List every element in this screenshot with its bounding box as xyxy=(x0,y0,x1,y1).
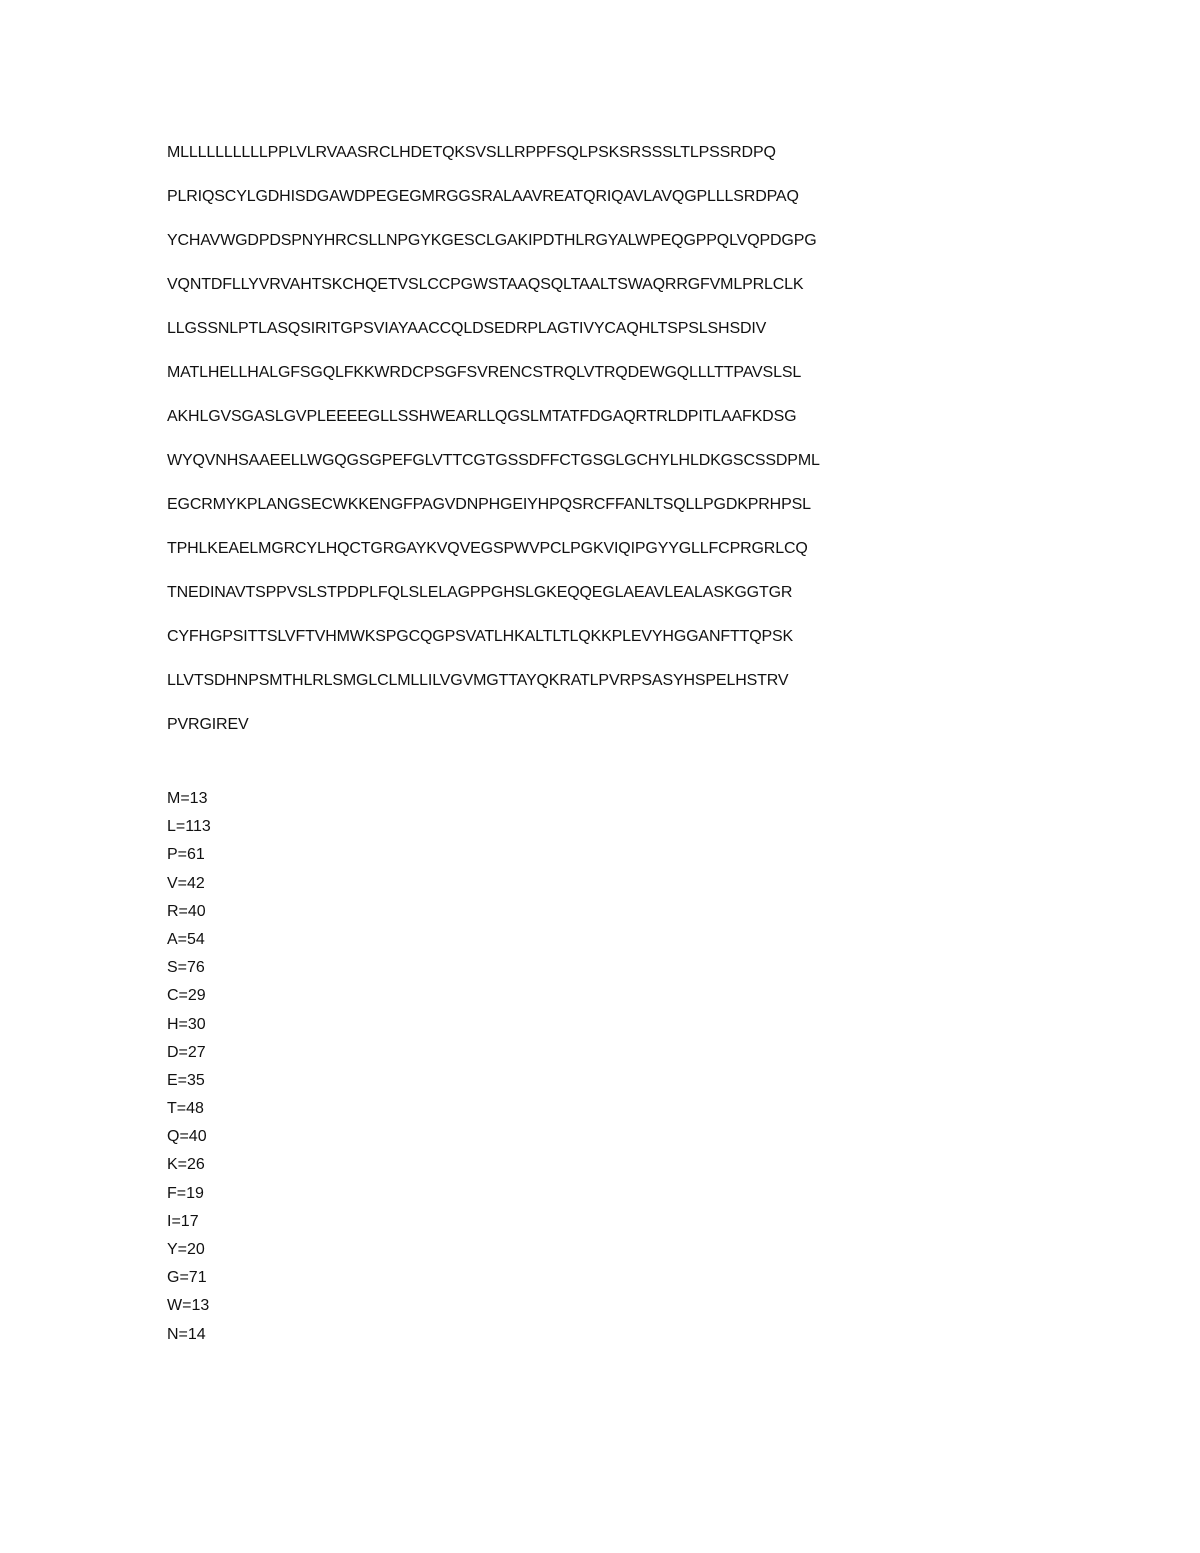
count-item: L=113 xyxy=(167,818,211,836)
count-item: R=40 xyxy=(167,902,206,920)
sequence-line: TPHLKEAELMGRCYLHQCTGRGAYKVQVEGSPWVPCLPGKVIQIPGYYGLLFCPRGRLCQ xyxy=(167,540,808,557)
count-item: T=48 xyxy=(167,1100,204,1118)
count-item: D=27 xyxy=(167,1043,206,1061)
protein-sequence-block xyxy=(167,142,1067,758)
count-item: E=35 xyxy=(167,1071,205,1089)
sequence-line: LLVTSDHNPSMTHLRLSMGLCLMLLILVGVMGTTAYQKRATLPVRPSASYHSPELHSTRV xyxy=(167,672,789,689)
count-item: W=13 xyxy=(167,1297,210,1315)
sequence-line: TNEDINAVTSPPVSLSTPDPLFQLSLELAGPPGHSLGKEQQEGLAEAVLEALASKGGTGR xyxy=(167,584,793,601)
sequence-line: MATLHELLHALGFSGQLFKKWRDCPSGFSVRENCSTRQLVTRQDEWGQLLLTTPAVSLSL xyxy=(167,364,802,381)
sequence-line: WYQVNHSAAEELLWGQGSGPEFGLVTTCGTGSSDFFCTGSGLGCHYLHLDKGSCSSDPML xyxy=(167,452,820,469)
count-item: K=26 xyxy=(167,1156,205,1174)
count-item: F=19 xyxy=(167,1184,204,1202)
count-item: G=71 xyxy=(167,1269,207,1287)
amino-acid-counts xyxy=(167,788,467,1352)
count-item: S=76 xyxy=(167,959,205,977)
count-item: V=42 xyxy=(167,874,205,892)
count-item: M=13 xyxy=(167,790,208,807)
count-item: N=14 xyxy=(167,1325,206,1343)
sequence-line: PVRGIREV xyxy=(167,716,249,733)
sequence-line: MLLLLLLLLLLPPLVLRVAASRCLHDETQKSVSLLRPPFSQLPSKSRSSSLTLPSSRDPQ xyxy=(167,144,776,161)
sequence-line: EGCRMYKPLANGSECWKKENGFPAGVDNPHGEIYHPQSRCFFANLTSQLLPGDKPRHPSL xyxy=(167,496,811,513)
sequence-line: YCHAVWGDPDSPNYHRCSLLNPGYKGESCLGAKIPDTHLRGYALWPEQGPPQLVQPDGPG xyxy=(167,232,817,249)
count-item: Q=40 xyxy=(167,1128,207,1146)
count-item: H=30 xyxy=(167,1015,206,1033)
count-item: Y=20 xyxy=(167,1241,205,1258)
sequence-line: VQNTDFLLYVRVAHTSKCHQETVSLCCPGWSTAAQSQLTAALTSWAQRRGFVMLPRLCLK xyxy=(167,276,804,293)
count-item: P=61 xyxy=(167,846,205,864)
sequence-line: LLGSSNLPTLASQSIRITGPSVIAYAACCQLDSEDRPLAGTIVYCAQHLTSPSLSHSDIV xyxy=(167,320,767,337)
sequence-line: CYFHGPSITTSLVFTVHMWKSPGCQGPSVATLHKALTLTLQKKPLEVYHGGANFTTQPSK xyxy=(167,628,794,645)
count-item: A=54 xyxy=(167,930,205,948)
count-item: I=17 xyxy=(167,1212,199,1230)
sequence-line: AKHLGVSGASLGVPLEEEEGLLSSHWEARLLQGSLMTATFDGAQRTRLDPITLAAFKDSG xyxy=(167,408,797,425)
count-item: C=29 xyxy=(167,987,206,1005)
sequence-line: PLRIQSCYLGDHISDGAWDPEGEGMRGGSRALAAVREATQRIQAVLAVQGPLLLSRDPAQ xyxy=(167,188,799,205)
